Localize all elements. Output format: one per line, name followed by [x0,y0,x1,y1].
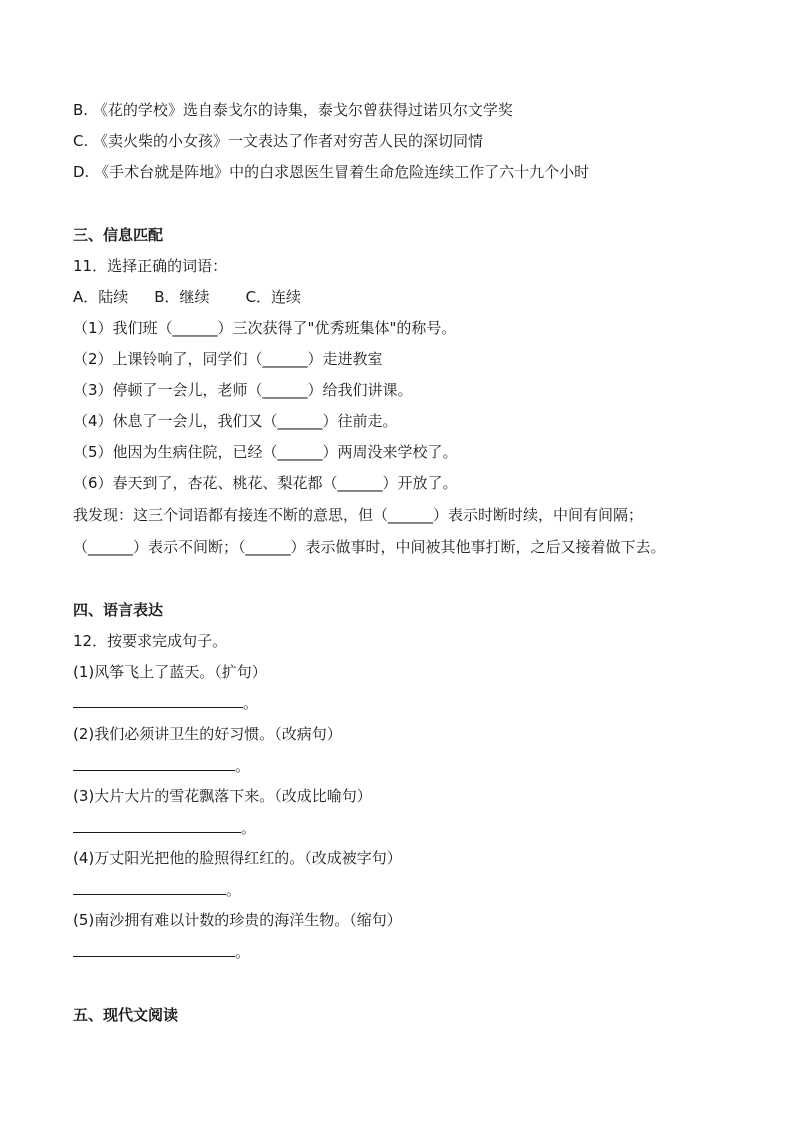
option-b: B. 《花的学校》选自泰戈尔的诗集，泰戈尔曾获得过诺贝尔文学奖 [73,101,513,119]
question-11: 11．选择正确的词语： [73,257,228,275]
answer-line-2[interactable]: 。 [73,756,250,776]
fill-item-2: （2）上课铃响了，同学们（______）走进教室 [73,350,383,368]
sentence-task-1: (1)风筝飞上了蓝天。（扩句） [73,663,267,681]
fill-item-1: （1）我们班（______）三次获得了"优秀班集体"的称号。 [73,319,457,337]
section-four-heading: 四、语言表达 [73,601,164,619]
discovery-line-2: （______）表示不间断；（______）表示做事时，中间被其他事打断，之后又接着做下去。 [73,538,666,556]
section-three-heading: 三、信息匹配 [73,226,164,244]
answer-line-1[interactable]: 。 [73,693,258,713]
answer-line-3[interactable]: 。 [73,818,256,838]
option-c: C. 《卖火柴的小女孩》一文表达了作者对穷苦人民的深切同情 [73,132,484,150]
sentence-task-3: (3)大片大片的雪花飘落下来。（改成比喻句） [73,787,372,805]
word-option-a: A．陆续 [73,288,129,306]
option-d: D. 《手术台就是阵地》中的白求恩医生冒着生命危险连续工作了六十九个小时 [73,163,590,181]
answer-line-5[interactable]: 。 [73,942,250,962]
sentence-task-4: (4)万丈阳光把他的脸照得红红的。（改成被字句） [73,849,402,867]
section-five-heading: 五、现代文阅读 [73,1006,179,1024]
fill-item-6: （6）春天到了，杏花、桃花、梨花都（______）开放了。 [73,474,458,492]
fill-item-3: （3）停顿了一会儿，老师（______）给我们讲课。 [73,381,413,399]
fill-item-4: （4）休息了一会儿，我们又（______）往前走。 [73,412,398,430]
word-options [73,287,301,307]
answer-line-4[interactable]: 。 [73,880,241,900]
discovery-line-1: 我发现：这三个词语都有接连不断的意思，但（______）表示时断时续，中间有间隔； [73,506,644,524]
sentence-task-5: (5)南沙拥有难以计数的珍贵的海洋生物。（缩句） [73,911,402,929]
word-option-c: C．连续 [245,288,302,306]
question-12: 12．按要求完成句子。 [73,632,228,650]
sentence-task-2: (2)我们必须讲卫生的好习惯。（改病句） [73,725,342,743]
fill-item-5: （5）他因为生病住院，已经（______）两周没来学校了。 [73,443,458,461]
word-option-b: B．继续 [154,288,210,306]
